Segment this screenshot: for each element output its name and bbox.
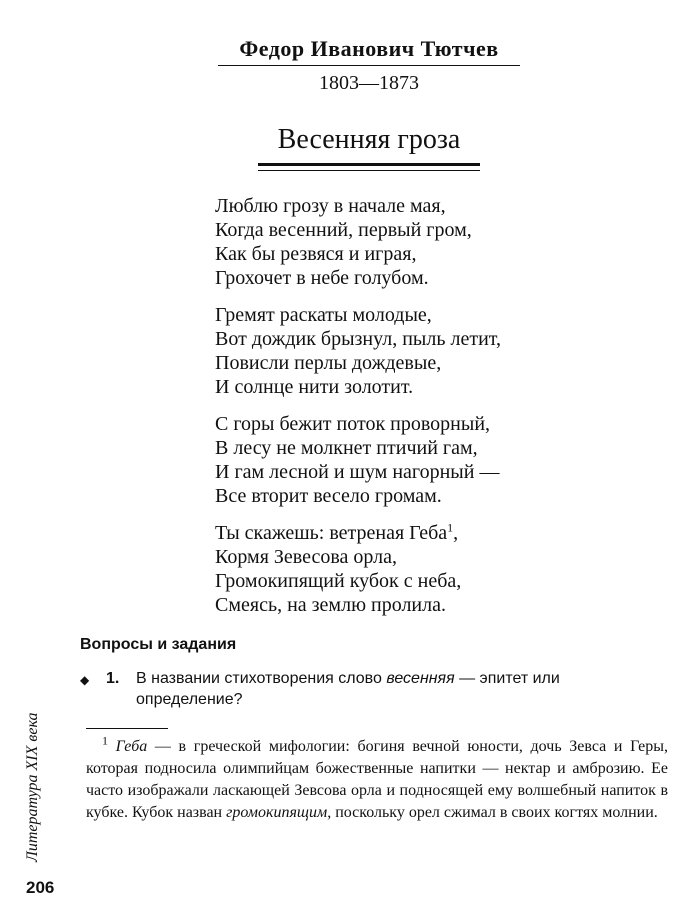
poem-line: Повисли перлы дождевые, [215,352,442,374]
poem-line: И солнце нити золотит. [215,376,414,398]
title-underline-thick [258,163,480,166]
footnote-term: Геба [115,738,148,755]
poem-line: Ты скажешь: ветреная Геба$^1$, [215,520,459,544]
author-name: Федор Иванович Тютчев [239,36,499,61]
poem-line: И гам лесной и шум нагорный — [215,461,500,483]
title-underline-thin [258,170,480,171]
sidebar-section-label: Литература XIX века [24,712,41,862]
poem-line: Как бы резвяся и играя, [215,243,417,265]
poem-line: Когда весенний, первый гром, [215,219,472,241]
author-years: 1803—1873 [319,72,419,94]
poem-line-text: Ты скажешь: ветреная Геба [215,522,448,544]
stanza-1 [215,194,472,290]
poem-line: Смеясь, на землю пролила. [215,594,446,616]
poem-line: Вот дождик брызнул, пыль летит, [215,328,502,350]
question-text: В названии стихотворения слово весенняя — эпитет или определение? [136,670,560,708]
question-number: 1. [106,670,120,687]
footnote-emphasis: громокипящим [226,804,328,821]
poem-line: Громокипящий кубок с неба, [215,570,462,592]
stanza-3 [215,412,499,508]
stanza-2 [215,303,501,399]
poem-line: С горы бежит поток проворный, [215,413,491,435]
questions-heading: Вопросы и задания [80,636,237,653]
diamond-marker-icon: ◆ [80,673,90,687]
poem-line: Люблю грозу в начале мая, [215,195,446,217]
poem-line: Все вторит весело громам. [215,485,442,507]
author-divider [218,65,520,66]
poem-line: Кормя Зевесова орла, [215,546,398,568]
question-item [80,668,670,710]
footnote-divider [86,728,168,729]
stanza-4 [215,521,461,617]
footnote: $^1$ Геба — в греческой мифологии: богиня вечной юности, дочь Зевса и Геры, которая подносила олимпийцам божественные напитки — нектар и амброзию. Ее часто изображали ласкающей Зевсова орла и подносящей ему волшебный напиток в кубке. Кубок назван громокипящим, поскольку орел сжимал в своих когтях молнии. [86,733,669,821]
footnote-number: 1 [102,733,108,748]
footnote-reference[interactable]: 1 [447,520,454,535]
poem-line: В лесу не молкнет птичий гам, [215,437,478,459]
emphasized-word: весенняя [386,670,455,687]
page-number: 206 [26,878,55,897]
poem-title: Весенняя гроза [277,124,461,155]
poem-line: Гремят раскаты молодые, [215,304,432,326]
poem-line: Грохочет в небе голубом. [215,267,429,289]
